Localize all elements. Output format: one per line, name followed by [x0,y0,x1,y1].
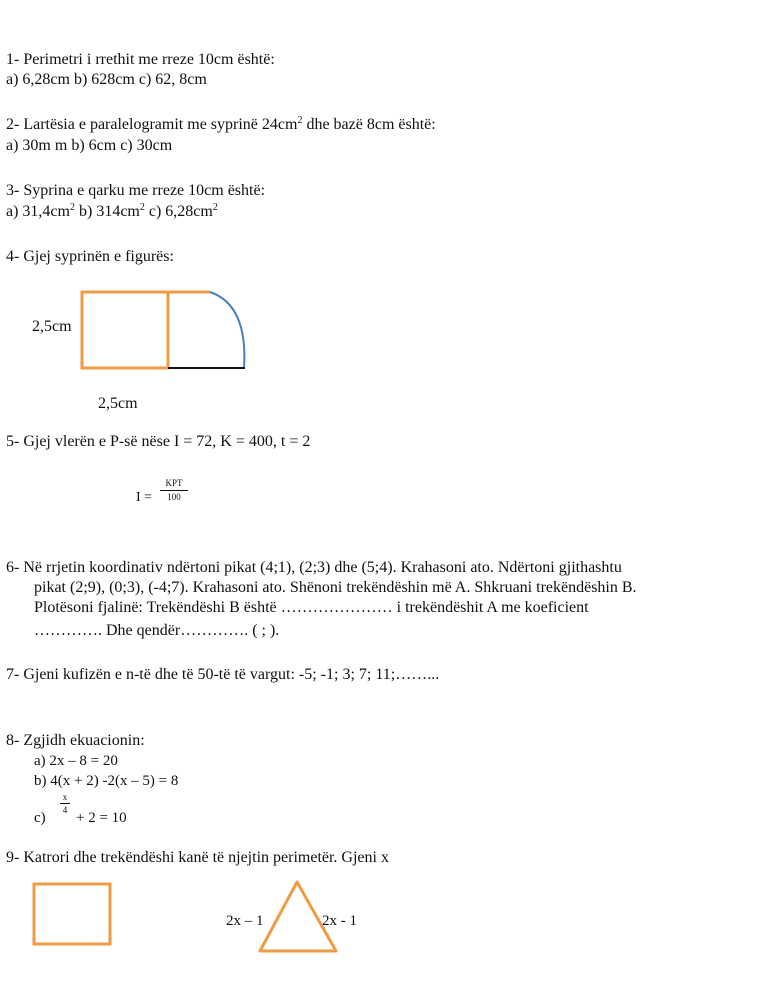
formula-lhs: I = [136,490,153,505]
equation-c-denominator: 4 [62,805,68,815]
figure-square [82,292,168,368]
equation-c-rest: + 2 = 10 [76,810,127,826]
equation-c-label: c) [34,810,46,826]
question-4-text: 4- Gjej syprinën e figurës: [6,248,174,265]
triangle-left-label: 2x – 1 [226,913,264,929]
figure-quarter-arc [210,292,244,368]
question-2-options: a) 30m m b) 6cm c) 30cm [6,137,173,154]
formula-denominator: 100 [167,492,181,502]
question-2-text: 2- Lartësia e paralelogramit me syprinë $24cm^2$ dhe bazë 8cm është: [6,115,436,133]
equation-a: a) 2x – 8 = 20 [34,753,118,769]
question-1-text: 1- Perimetri i rrethit me rreze 10cm është: [6,51,275,68]
question-6-line-2: pikat (2;9), (0;3), (-4;7). Krahasoni ato. Shënoni trekëndëshin më A. Shkruani trekëndëshin B. [34,579,637,596]
q9-figure [34,882,336,951]
q4-figure [82,292,245,368]
question-3-text: 3- Syprina e qarku me rreze 10cm është: [6,182,266,199]
triangle-right-label: 2x - 1 [322,913,357,929]
question-8-text: 8- Zgjidh ekuacionin: [6,732,145,749]
question-6-line-3: Plotësoni fjalinë: Trekëndëshi B është ………………… i trekëndëshit A me koeficient [34,599,589,616]
question-7-text: 7- Gjeni kufizën e n-të dhe të 50-të të vargut: -5; -1; 3; 7; 11;……... [6,666,440,683]
question-3-options: a) $31,4cm^2$ b) $314cm^2$ c) $6,28cm^2$ [6,202,218,220]
question-6-line-1: 6- Në rrjetin koordinativ ndërtoni pikat (4;1), (2;3) dhe (5;4). Krahasoni ato. Ndërtoni gjithashtu [6,559,622,576]
equation-b: b) 4(x + 2) -2(x – 5) = 8 [34,773,179,789]
orange-square [34,884,110,944]
question-1-options: a) 6,28cm b) 628cm c) 62, 8cm [6,71,207,88]
figure-side-label: 2,5cm [32,318,72,335]
orange-triangle [260,882,336,951]
question-5-text: 5- Gjej vlerën e P-së nëse I = 72, K = 400, t = 2 [6,433,311,450]
equation-c-numerator: x [62,792,68,802]
question-6-line-4: …………. Dhe qendër…………. ( ; ). [34,622,280,639]
formula-numerator: KPT [165,478,183,488]
figure-base-label: 2,5cm [98,395,138,412]
question-9-text: 9- Katrori dhe trekëndëshi kanë të njejtin perimetër. Gjeni x [6,849,389,866]
